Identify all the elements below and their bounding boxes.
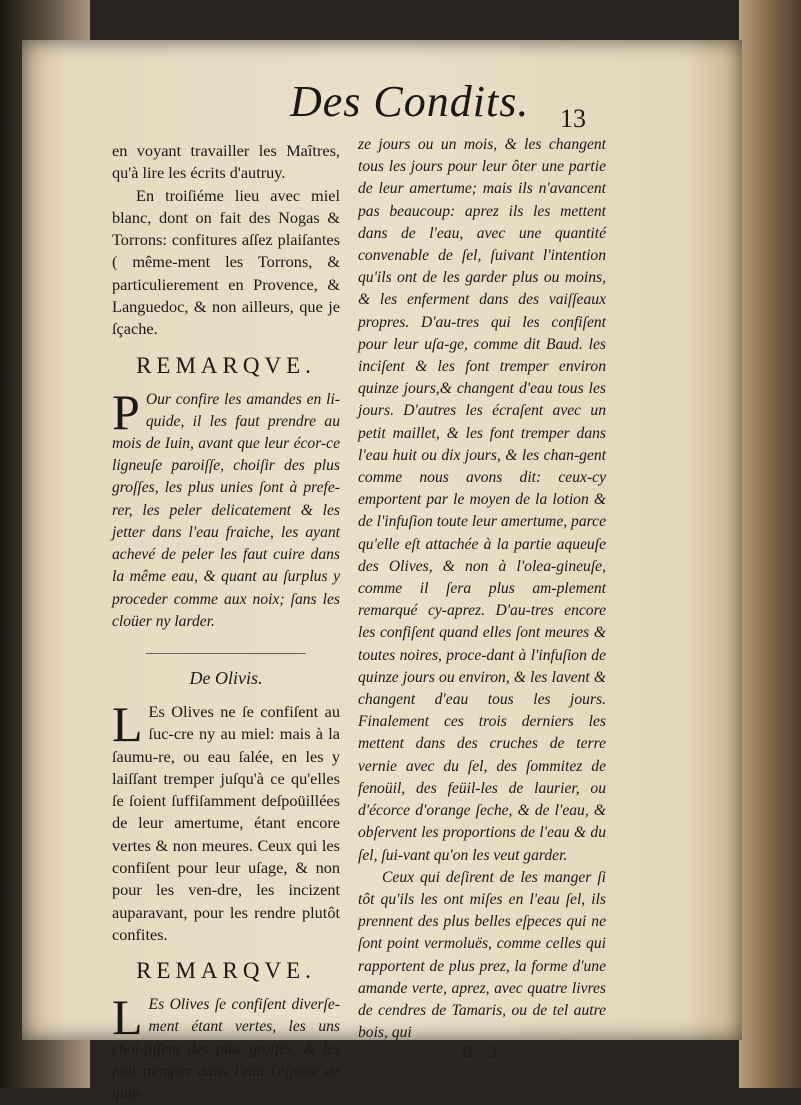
running-title: Des Condits. xyxy=(290,77,530,126)
signature-mark: B 3 xyxy=(461,1044,503,1062)
left-column xyxy=(112,140,340,1105)
right-paragraph-1: ze jours ou un mois, & les changent tous les jours pour leur ôter une partie de leur amertume; mais ils n'avancent pas beaucoup: aprez ils les mettent dans de l'eau, avec une quantité convenable de ſel, ſuivant l'intention qu'ils ont de les garder plus ou moins, & les enferment dans des vaiſſeaux propres. D'au-tres qui les confiſent pour leur uſa-ge, comme dit Baud. les inciſent & les font tremper environ quinze jours,& changent d'eau tous les jours. D'autres les écraſent avec un petit maillet, & les font tremper dans l'eau huit ou dix jours, & les chan-gent comme nous avons dit: ceux-cy emportent par le moyen de la lotion & de l'infuſion toute leur amertume, parce qu'elle eſt attachée à la partie aqueuſe des Olives, & non à l'olea-gineuſe, comme il ſera plus am-plement remarqué cy-aprez. D'au-tres encore les confiſent quand elles ſont meures & toutes noires, proce-dant à l'infuſion de quinze jours ou environ, & les lavent & changent d'eau tous les jours. Finalement ces trois derniers les mettent dans des cruches de terre vernie avec du ſel, des ſommitez de fenoüil, des feüil-les de laurier, ou d'écorce d'orange ſeche, & de l'eau, & obſervent les proportions de l'eau & du ſel, ſui-vant qu'on les veut garder. xyxy=(358,136,606,864)
paragraph-nogas: En troiſiéme lieu avec miel blanc, dont on fait des Nogas & Torrons: confitures aſſez plaiſantes ( même-ment les Torrons, & particulierement en Provence, & Languedoc, & non ailleurs, que je ſçache. xyxy=(112,185,340,339)
drop-cap: L xyxy=(112,695,143,752)
right-column xyxy=(358,134,606,1062)
right-paragraph-2: Ceux qui deſirent de les manger ſi tôt qu'ils les ont miſes en l'eau ſel, ils prennent des plus belles eſpeces qui ne ſont point vermoluës, comme celles qui rapportent de plus prez, la forme d'une amande verte, aprez, avec quatre livres de cendres de Tamaris, ou de tel autre bois, qui xyxy=(358,868,606,1042)
remark-paragraph-2 xyxy=(112,989,340,1105)
remark-heading-1: REMARQVE. xyxy=(136,352,316,378)
section-subhead: De Olivis. xyxy=(189,667,263,688)
book-edge-right xyxy=(739,0,801,1088)
remark-text-2: Es Olives ſe confiſent diverſe-ment étant vertes, les uns choi-ſiſſent des plus groſſes, & les font tremper dans l'eau l'eſpace de quin- xyxy=(112,996,340,1102)
section-divider xyxy=(146,653,306,654)
drop-cap: L xyxy=(112,989,143,1046)
paragraph-continuation: en voyant travailler les Maîtres, qu'à lire les écrits d'autruy. xyxy=(112,141,340,183)
remark-paragraph-1 xyxy=(112,383,340,633)
drop-cap: P xyxy=(112,383,140,440)
olives-text: Es Olives ne ſe confiſent au ſuc-cre ny au miel: mais à la ſaumu-re, ou eau ſalée, en les y laiſſant tremper juſqu'à ce qu'elles ſe ſoient ſuffiſamment deſpoüillées de leur amertume, étant encore vertes & non meures. Ceux qui les confiſent pour leur uſage, & non pour les ven-dre, les incizent auparavant, pour les rendre plutôt confites. xyxy=(112,701,340,944)
remark-heading-2: REMARQVE. xyxy=(136,958,316,984)
remark-text-1: Our confire les amandes en li-quide, il les faut prendre au mois de Iuin, avant que leur écor-ce ligneuſe paroiſſe, choiſir des plus groſſes, les plus unies ſont à prefe-rer, les peler delicatement & les jetter dans l'eau fraiche, les ayant achevé de peler les faut cuire dans la même eau, & quant au ſurplus y proceder comme aux noix; ſans les cloüer ny larder. xyxy=(112,390,340,630)
page-number: 13 xyxy=(560,104,586,133)
olives-paragraph xyxy=(112,695,340,946)
